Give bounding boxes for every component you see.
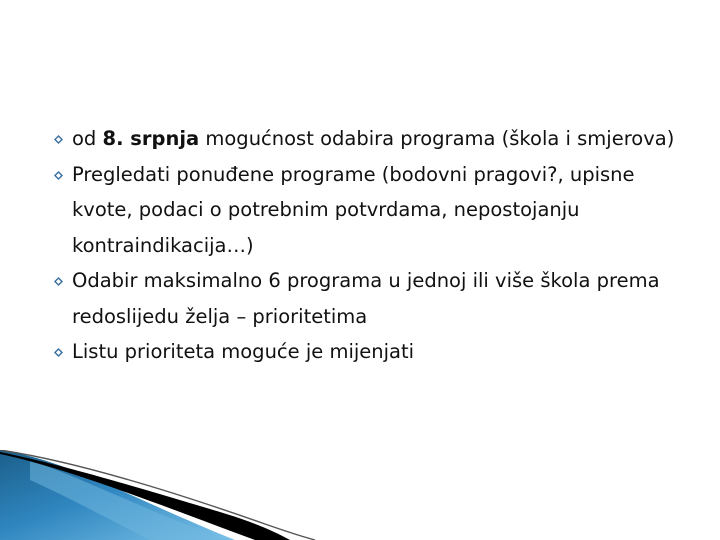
diamond-bullet-icon (54, 135, 63, 144)
bullet-text-prefix: od (72, 127, 103, 150)
wave-decoration (0, 450, 720, 540)
diamond-bullet-icon (54, 277, 63, 286)
bullet-text: Pregledati ponuđene programe (bodovni pragovi?, upisne kvote, podaci o potrebnim potvrdama, nepostojanju kontraindikacija…) (72, 162, 635, 257)
diamond-bullet-icon (54, 348, 63, 357)
bullet-item (54, 121, 684, 157)
bullet-item (54, 263, 684, 334)
bullet-list (54, 121, 684, 370)
bullet-item (54, 157, 684, 264)
slide-body (54, 121, 684, 370)
bullet-text-date: 8. srpnja (102, 127, 200, 150)
bullet-text-suffix: mogućnost odabira programa (škola i smjerova) (199, 127, 675, 150)
bullet-item (54, 334, 684, 370)
diamond-bullet-icon (54, 171, 63, 180)
bullet-text: Odabir maksimalno 6 programa u jednoj ili više škola prema redoslijedu želja – prioritetima (72, 269, 660, 328)
bullet-text: Listu prioriteta moguće je mijenjati (72, 340, 415, 363)
